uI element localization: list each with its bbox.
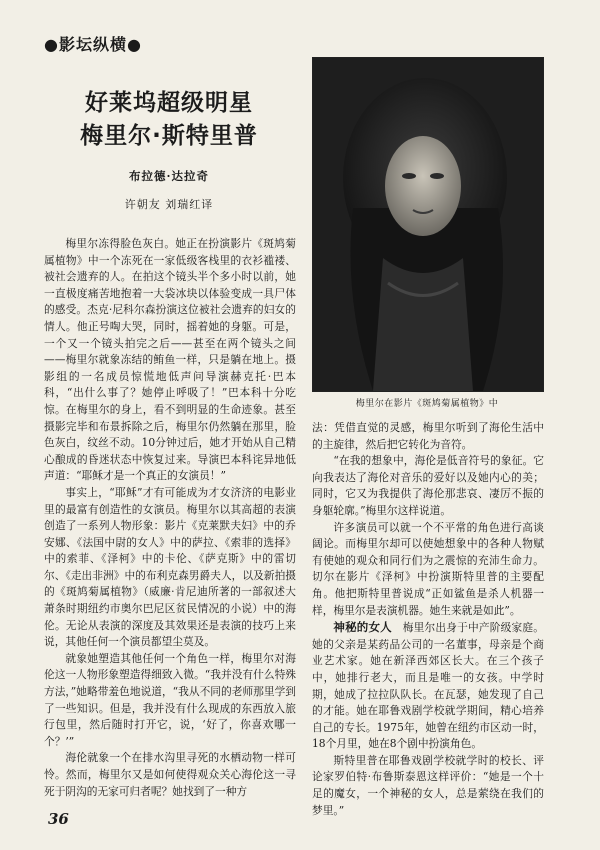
left-column-text — [44, 236, 296, 796]
right-column-text — [312, 420, 544, 817]
article-title-line2: 梅里尔·斯特里普 — [80, 123, 258, 149]
author-byline: 布拉德·达拉奇 — [128, 169, 209, 183]
paragraph: 梅里尔冻得脸色灰白。她正在扮演影片《斑鸠菊属植物》中一个冻死在一家低级客栈里的衣衫褴褛、被社会遗弃的人。在拍这个镜头半个多小时以前，她一直极度痛苦地抱着一大袋冰块以体验变成一具尸体的感受。杰克·尼科尔森扮演这位被社会遗弃的妇女的情人。他正号啕大哭，同时，摇着她的身躯。可是，一个又一个镜头拍完之后——甚至在两个镜头之间——梅里尔就象冻结的鲔鱼一样，只是躺在地上。摄影组的一名成员惊慌地低声问导演赫克托·巴本科，“出什么事了？她停止呼吸了！”巴本科十分吃惊。在梅里尔的身上，看不到明显的生命迹象。甚至摄影完毕和布景拆除之后，梅里尔仍然躺在那里，脸色灰白，纹丝不动。10分钟过后，她才开始从自己精心酿成的昏迷状态中恢复过来。导演巴本科诧异地低声道：“耶稣才是一个真正的女演员！” — [44, 237, 296, 483]
photo-caption: 梅里尔在影片《斑鸠菊属植物》中 — [355, 399, 499, 409]
article-photo — [312, 57, 544, 392]
section-heading: 神秘的女人 — [333, 620, 392, 635]
portrait-illustration — [313, 58, 543, 391]
paragraph: 事实上，“耶稣”才有可能成为才女济济的电影业里的最富有创造性的女演员。梅里尔以其高超的表演创造了一系列人物形象：影片《克莱默夫妇》中的乔安娜、《法国中尉的女人》中的萨拉、《索菲的选择》中的索菲、《泽柯》中的卡伦、《萨克斯》中的雷切尔、《走出非洲》中的布利克森男爵夫人，以及新拍摄的《斑鸠菊属植物》（威廉·肯尼迪所著的一部叙述大萧条时期纽约市奥尔巴尼区贫民情况的小说）中的海伦。无论从表演的深度及其效果还是表演的技巧上来说，其他任何一个演员都望尘莫及。 — [44, 485, 296, 649]
paragraph: 斯特里普在耶鲁戏剧学校就学时的校长、评论家罗伯特·布鲁斯泰恩这样评价：“她是一个十足的魔女，一个神秘的女人，总是萦绕在我们的梦里。” — [312, 753, 544, 817]
paragraph: 海伦就象一个在排水沟里寻死的水栖动物一样可怜。然而，梅里尔又是如何使得观众关心海伦这一寻死于阴沟的无家可归者呢？她找到了一种方 — [44, 751, 296, 798]
column-tag: ●影坛纵横● — [44, 35, 142, 54]
section-paragraph — [312, 619, 544, 753]
paragraph: 法：凭借直觉的灵感，梅里尔听到了海伦生活中的主旋律，然后把它转化为音符。 — [312, 421, 544, 451]
section-text: 梅里尔出身于中产阶级家庭。她的父亲是某药品公司的一名董事，母亲是个商业艺术家。她在新泽西郊区长大。在三个孩子中，她排行老大，而且是唯一的女孩。中学时期，她成了拉拉队队长。在瓦瑟，她发现了自己的才能。她在耶鲁戏剧学校就学期间，精心培养自己的专长。1975年，她曾在纽约市区动一时，18个月里，她在8个剧中扮演角色。 — [312, 621, 544, 751]
page-number: 36 — [48, 810, 69, 828]
translator-byline: 许朝友 刘瑞红译 — [124, 198, 214, 211]
paragraph: 就象她塑造其他任何一个角色一样，梅里尔对海伦这一人物形象塑造得细致入微。“我并没有什么特殊方法，”她略带羞色地说道，“我从不同的老师那里学到了一些知识。但是，我并没有什么现成的东西放入旅行包里，然后随时打开它，说，‘好了，你喜欢哪一个？’” — [44, 651, 296, 748]
paragraph: 许多演员可以就一个不平常的角色进行高谈阔论。而梅里尔却可以使她想象中的各种人物赋有使她的观众和同行们为之震惊的充沛生命力。切尔在影片《泽柯》中扮演斯特里普的主要配角。他把斯特里普说成“正如鲨鱼是杀人机器一样，梅里尔是表演机器。她生来就是如此”。 — [312, 520, 544, 617]
article-title-line1: 好莱坞超级明星 — [85, 90, 253, 116]
paragraph: “在我的想象中，海伦是低音符号的象征。它向我表达了海伦对音乐的爱好以及她内心的美；同时，它又为我提供了海伦那悲哀、凄厉不振的身躯轮廓。”梅里尔这样说道。 — [312, 454, 544, 517]
